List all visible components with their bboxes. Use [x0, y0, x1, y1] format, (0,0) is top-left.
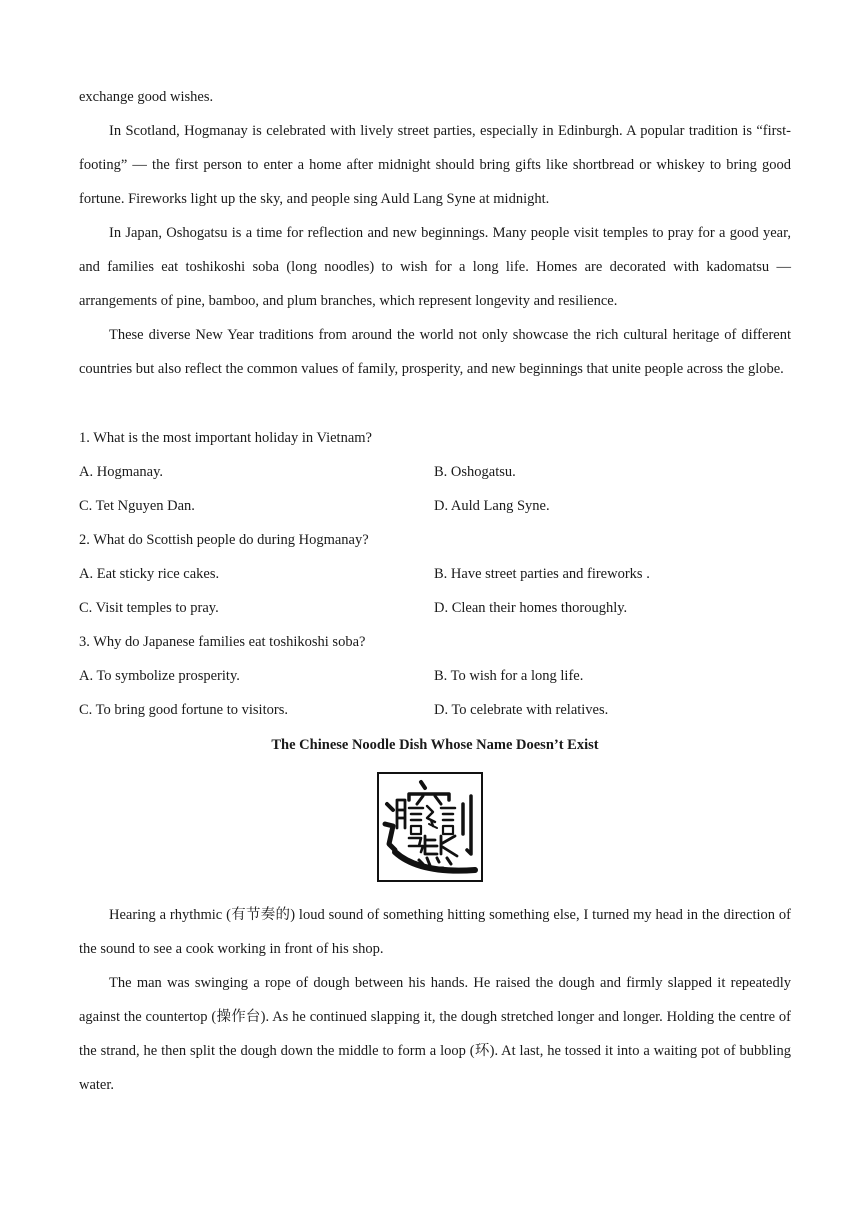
biang-character-image: [377, 772, 483, 882]
passage-paragraph-japan: In Japan, Oshogatsu is a time for reflection and new beginnings. Many people visit temples to pray for a good year, and families eat toshikoshi soba (long noodles) to wish for a long life. Homes are decorated with kadomatsu — arrangements of pine, bamboo, and plum branches, which represent longevity and resilience.: [79, 225, 791, 309]
article-paragraph-1: Hearing a rhythmic (有节奏的) loud sound of something hitting something else, I turned my head in the direction of the sound to see a cook working in front of his shop.: [79, 907, 791, 957]
question-2-stem: 2. What do Scottish people do during Hogmanay?: [79, 532, 369, 548]
article-paragraph-2: The man was swinging a rope of dough between his hands. He raised the dough and firmly slapped it repeatedly against the countertop (操作台). As he continued slapping it, the dough stretched longer and longer. Holding the centre of the strand, he then split the dough down the middle to form a loop (环). At last, he tossed it into a waiting pot of bubbling water.: [79, 975, 791, 1093]
question-1-option-c: C. Tet Nguyen Dan.: [79, 498, 195, 514]
passage-paragraph-scotland: In Scotland, Hogmanay is celebrated with lively street parties, especially in Edinburgh. A popular tradition is “first-footing” — the first person to enter a home after midnight should bring gifts like shortbread or whiskey to bring good fortune. Fireworks light up the sky, and people sing Auld Lang Syne at midnight.: [79, 123, 791, 207]
question-2-option-d: D. Clean their homes thoroughly.: [434, 600, 628, 616]
passage-paragraph-conclusion: These diverse New Year traditions from around the world not only showcase the rich cultural heritage of different countries but also reflect the common values of family, prosperity, and new beginnings that unite people across the globe.: [79, 327, 791, 377]
question-3-option-d: D. To celebrate with relatives.: [434, 702, 609, 718]
question-3-option-b: B. To wish for a long life.: [434, 668, 584, 684]
question-2-option-a: A. Eat sticky rice cakes.: [79, 566, 220, 582]
passage-paragraph-0: exchange good wishes.: [79, 89, 214, 105]
question-1-option-d: D. Auld Lang Syne.: [434, 498, 550, 514]
question-3-stem: 3. Why do Japanese families eat toshikoshi soba?: [79, 634, 366, 650]
question-1-stem: 1. What is the most important holiday in Vietnam?: [79, 430, 372, 446]
question-1-option-a: A. Hogmanay.: [79, 464, 164, 480]
question-3-option-c: C. To bring good fortune to visitors.: [79, 702, 288, 718]
article-title: The Chinese Noodle Dish Whose Name Doesn’t Exist: [271, 737, 599, 753]
biang-character-glyph: [379, 774, 481, 880]
question-2-option-c: C. Visit temples to pray.: [79, 600, 219, 616]
question-1-option-b: B. Oshogatsu.: [434, 464, 516, 480]
question-2-option-b: B. Have street parties and fireworks .: [434, 566, 650, 582]
question-3-option-a: A. To symbolize prosperity.: [79, 668, 240, 684]
